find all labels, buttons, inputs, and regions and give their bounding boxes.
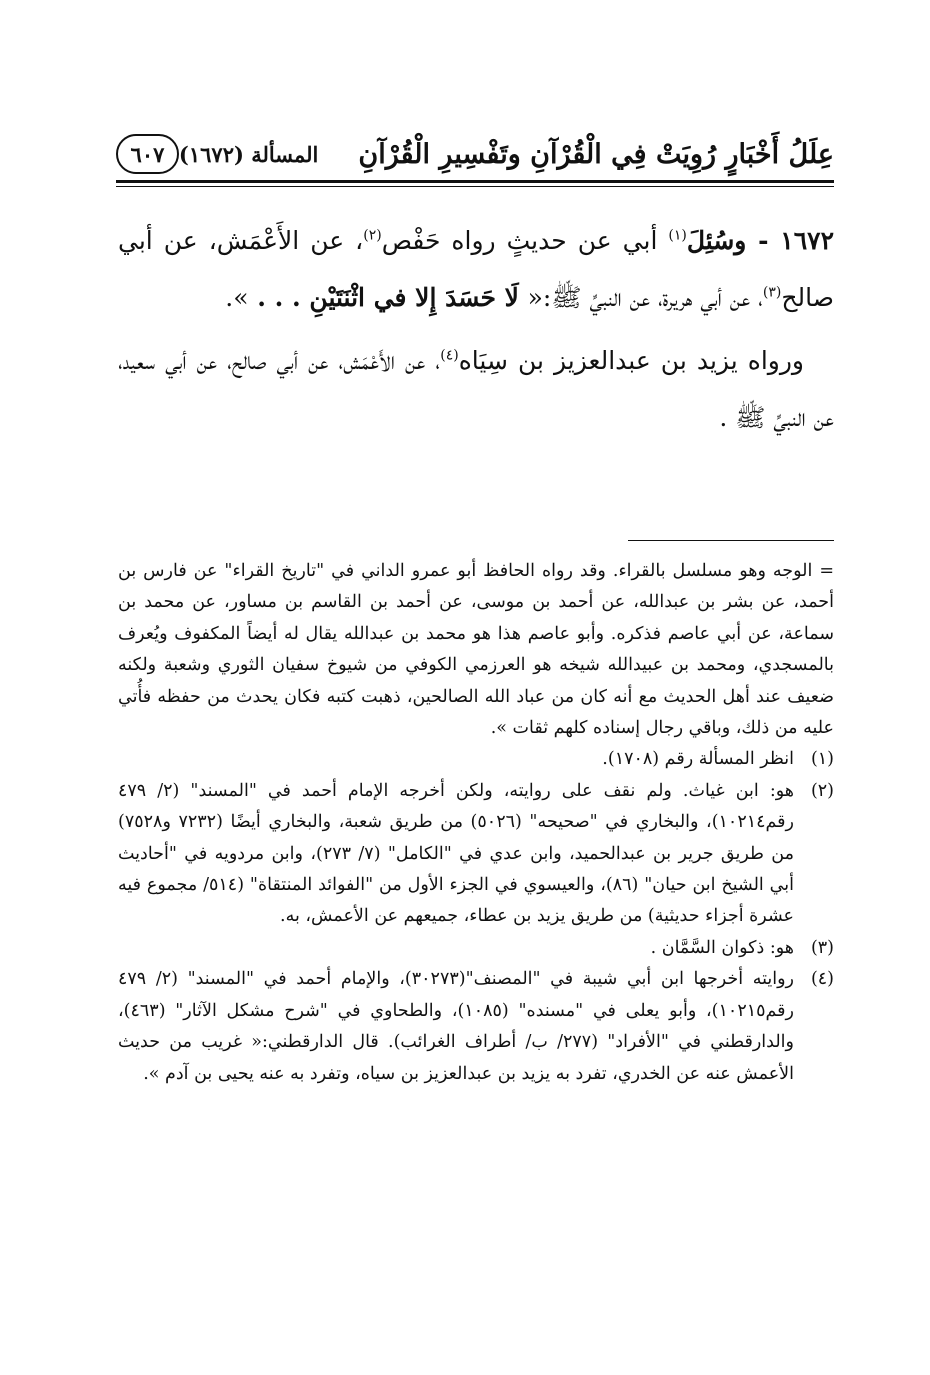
footnote-number: (٣)	[810, 937, 834, 958]
footnote-marker-1[interactable]: (١)	[668, 227, 687, 244]
text-segment: ، عن الأَعْمَش، عن أبي صالح، عن أبي سعيد، عن النبيِّ ﷺ .	[118, 346, 834, 432]
main-text	[118, 212, 834, 446]
footnote-2	[118, 776, 834, 933]
footnote-text: روايته أخرجها ابن أبي شيبة في "المصنف"(٣٠٢٧٣)، والإمام أحمد في "المسند" (٢/ ٤٧٩ رقم١٠٢١٥)، وأبو يعلى في "مسنده" (١٠٨٥)، والطحاوي في "شرح مشكل الآثار" (٤٦٣)، والدارقطني في "الأفراد" (٢٧٧/ ب/ أطراف الغرائب). قال الدارقطني:« غريب من حديث الأعمش عنه عن الخدري، تفرد به يزيد بن عبدالعزيز بن سياه، وتفرد به عنه يحيى بن آدم ».	[118, 969, 795, 1084]
text-segment: ، عن أبي هريرة، عن النبيِّ ﷺ:«	[527, 283, 763, 312]
page-header	[116, 130, 834, 178]
hadith-quote: لَا حَسَدَ إِلا في اثْنَتَيْنِ . . .	[248, 283, 528, 312]
footnote-number: (١)	[810, 749, 834, 770]
page-number-badge: ٦٠٧	[116, 134, 179, 174]
footnote-text: هو: ابن غياث. ولم نقف على روايته، ولكن أخرجه الإمام أحمد في "المسند" (٢/ ٤٧٩ رقم١٠٢١٤)، والبخاري في "صحيحه" (٥٠٢٦) من طريق شعبة، والبخاري أيضًا (٧٢٣٢ و٧٥٢٨) من طريق جرير بن عبدالحميد، وابن عدي في "الكامل" (٧/ ٢٧٣)، وابن مردويه في "أحاديث أبي الشيخ ابن حيان" (٨٦)، والعيسوي في الجزء الأول من "الفوائد المنتقاة" (٥١٤/ مجموع فيه عشرة أجزاء حديثية) من طريق يزيد بن عطاء، جميعهم عن الأعمش، به.	[118, 780, 794, 927]
issue-number: المسألة (١٦٧٢)	[178, 141, 319, 167]
footnote-number: (٢)	[810, 780, 834, 801]
footnote-number: (٤)	[810, 969, 834, 990]
footnote-marker-2[interactable]: (٢)	[363, 227, 382, 244]
footnote-4	[118, 964, 834, 1090]
text-segment: ورواه يزيد بن عبدالعزيز بن سِيَاه	[458, 346, 805, 375]
footnote-marker-3[interactable]: (٣)	[762, 284, 782, 301]
quote-end: ».	[225, 283, 249, 312]
footnote-text: هو: ذكوان السَّمَّان .	[650, 937, 794, 958]
header-rule-thin	[116, 186, 834, 187]
footnotes	[118, 556, 834, 1090]
issue-label: ١٦٧٢	[780, 226, 834, 255]
footnote-separator	[628, 540, 834, 541]
main-paragraph-2	[118, 332, 834, 446]
text-segment: أبي عن حديثٍ رواه حَفْص	[381, 226, 669, 255]
footnote-1	[118, 744, 834, 775]
footnote-marker-4[interactable]: (٤)	[440, 347, 459, 364]
main-paragraph-1	[118, 212, 834, 326]
header-rule-thick	[116, 180, 834, 183]
footnote-text: انظر المسألة رقم (١٧٠٨).	[602, 749, 794, 770]
question-word: وسُئِلَ	[686, 226, 747, 255]
footnote-3	[118, 933, 834, 964]
footnote-continuation: = الوجه وهو مسلسل بالقراء. وقد رواه الحافظ أبو عمرو الداني في "تاريخ القراء" عن فارس بن أحمد، عن بشر بن عبدالله، عن أحمد بن موسى، عن أحمد بن القاسم بن مساور، عن محمد بن سماعة، عن أبي عاصم فذكره. وأبو عاصم هذا هو محمد بن عبدالله يقال له أيضاً المكفوف ويُعرف بالمسجدي، ومحمد بن عبيدالله شيخه هو العرزمي الكوفي من شيوخ سفيان الثوري وشعبة ولكنه ضعيف عند أهل الحديث مع أنه كان من عباد الله الصالحين، ذهبت كتبه فكان يحدث من حفظه فأُتي عليه من ذلك، وباقي رجال إسناده كلهم ثقات ».	[118, 561, 834, 739]
book-title: عِلَلُ أَخْبَارٍ رُوِيَتْ فِي الْقُرْآنِ وتَفْسِيرِ الْقُرْآنِ	[358, 138, 834, 170]
issue-dash: -	[746, 226, 781, 255]
text-segment: ، عن الأَعْمَش، عن أبي صالح	[118, 226, 834, 312]
